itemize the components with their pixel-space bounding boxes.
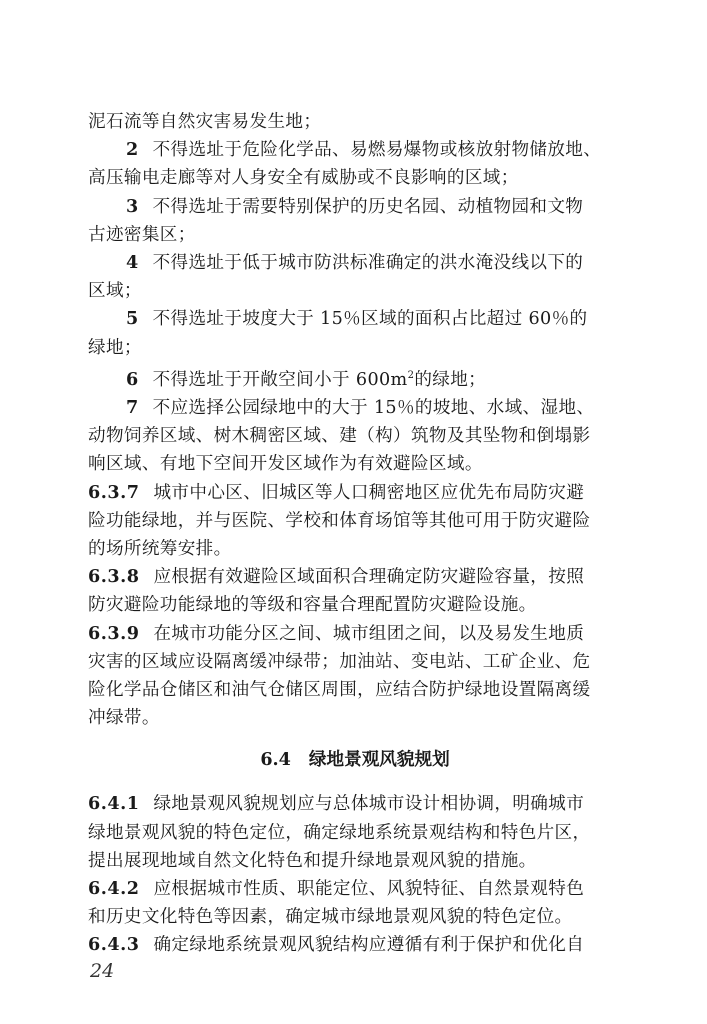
clause-text: 在城市功能分区之间、城市组团之间，以及易发生地质 bbox=[153, 623, 585, 644]
list-item-4 bbox=[88, 249, 622, 305]
clause-text: 和历史文化特色等因素，确定城市绿地景观风貌的特色定位。 bbox=[88, 907, 573, 928]
clause-number: 6.4.2 bbox=[88, 877, 140, 899]
item-text: 古迹密集区； bbox=[88, 224, 196, 245]
list-item-6 bbox=[88, 362, 622, 394]
clause-text: 灾害的区域应设隔离缓冲绿带；加油站、变电站、工矿企业、危 bbox=[88, 651, 591, 672]
clause-text: 确定绿地系统景观风貌结构应遵循有利于保护和优化自 bbox=[153, 935, 585, 956]
item-text: 动物饲养区域、树木稠密区域、建（构）筑物及其坠物和倒塌影 bbox=[88, 426, 591, 447]
list-item-2 bbox=[88, 136, 622, 192]
clause-text: 冲绿带。 bbox=[88, 708, 160, 729]
clause-text: 绿地景观风貌规划应与总体城市设计相协调，明确城市 bbox=[153, 794, 585, 815]
item-text: 的绿地； bbox=[414, 369, 487, 390]
item-number: 5 bbox=[126, 308, 139, 330]
section-heading bbox=[88, 746, 622, 774]
item-text: 响区域、有地下空间开发区域作为有效避险区域。 bbox=[88, 454, 483, 475]
clause-text: 险化学品仓储区和油气仓储区周围，应结合防护绿地设置隔离缓 bbox=[88, 679, 591, 700]
clause-text: 的场所统筹安排。 bbox=[88, 538, 232, 559]
clause-text: 提出展现地域自然文化特色和提升绿地景观风貌的措施。 bbox=[88, 850, 537, 871]
section-title: 绿地景观风貌规划 bbox=[308, 750, 450, 771]
list-item-7 bbox=[88, 394, 622, 479]
clause-6-4-2 bbox=[88, 875, 622, 931]
superscript: 2 bbox=[407, 369, 415, 381]
item-number: 7 bbox=[126, 396, 139, 418]
clause-6-3-7 bbox=[88, 479, 622, 564]
list-item-5 bbox=[88, 305, 622, 361]
item-number: 2 bbox=[126, 139, 139, 161]
clause-number: 6.4.3 bbox=[88, 934, 140, 956]
clause-text: 城市中心区、旧城区等人口稠密地区应优先布局防灾避 bbox=[153, 482, 585, 503]
clause-text: 险功能绿地，并与医院、学校和体育场馆等其他可用于防灾避险 bbox=[88, 510, 591, 531]
item-text: 不得选址于开敞空间小于 600m bbox=[152, 369, 408, 390]
list-item-3 bbox=[88, 193, 622, 249]
item-text: 不得选址于坡度大于 15％区域的面积占比超过 60％的 bbox=[152, 309, 588, 330]
clause-6-3-9 bbox=[88, 620, 622, 733]
clause-number: 6.3.9 bbox=[88, 622, 140, 644]
clause-text: 应根据有效避险区域面积合理确定防灾避险容量，按照 bbox=[153, 567, 585, 588]
page-content bbox=[88, 108, 622, 960]
clause-number: 6.3.7 bbox=[88, 481, 140, 503]
item-number: 4 bbox=[126, 252, 139, 274]
item-text: 区域； bbox=[88, 281, 142, 302]
section-number: 6.4 bbox=[260, 749, 291, 771]
clause-text: 绿地景观风貌的特色定位，确定绿地系统景观结构和特色片区， bbox=[88, 822, 591, 843]
item-number: 6 bbox=[126, 368, 139, 390]
item-text: 不得选址于危险化学品、易燃易爆物或核放射物储放地、 bbox=[152, 140, 602, 161]
item-text: 高压输电走廊等对人身安全有威胁或不良影响的区域； bbox=[88, 168, 519, 189]
clause-number: 6.3.8 bbox=[88, 566, 140, 588]
clause-text: 防灾避险功能绿地的等级和容量合理配置防灾避险设施。 bbox=[88, 595, 537, 616]
clause-6-4-1 bbox=[88, 790, 622, 875]
clause-number: 6.4.1 bbox=[88, 793, 140, 815]
item-text: 不得选址于低于城市防洪标准确定的洪水淹没线以下的 bbox=[152, 253, 584, 274]
item-text: 不得选址于需要特别保护的历史名园、动植物园和文物 bbox=[152, 196, 584, 217]
paragraph-line: 泥石流等自然灾害易发生地； bbox=[88, 112, 322, 132]
item-number: 3 bbox=[126, 195, 139, 217]
clause-6-3-8 bbox=[88, 563, 622, 619]
clause-6-4-3 bbox=[88, 931, 622, 959]
clause-text: 应根据城市性质、职能定位、风貌特征、自然景观特色 bbox=[153, 878, 585, 899]
item-text: 绿地； bbox=[88, 337, 142, 358]
item-text: 不应选择公园绿地中的大于 15％的坡地、水域、湿地、 bbox=[152, 397, 595, 418]
page-number: 24 bbox=[90, 960, 115, 982]
